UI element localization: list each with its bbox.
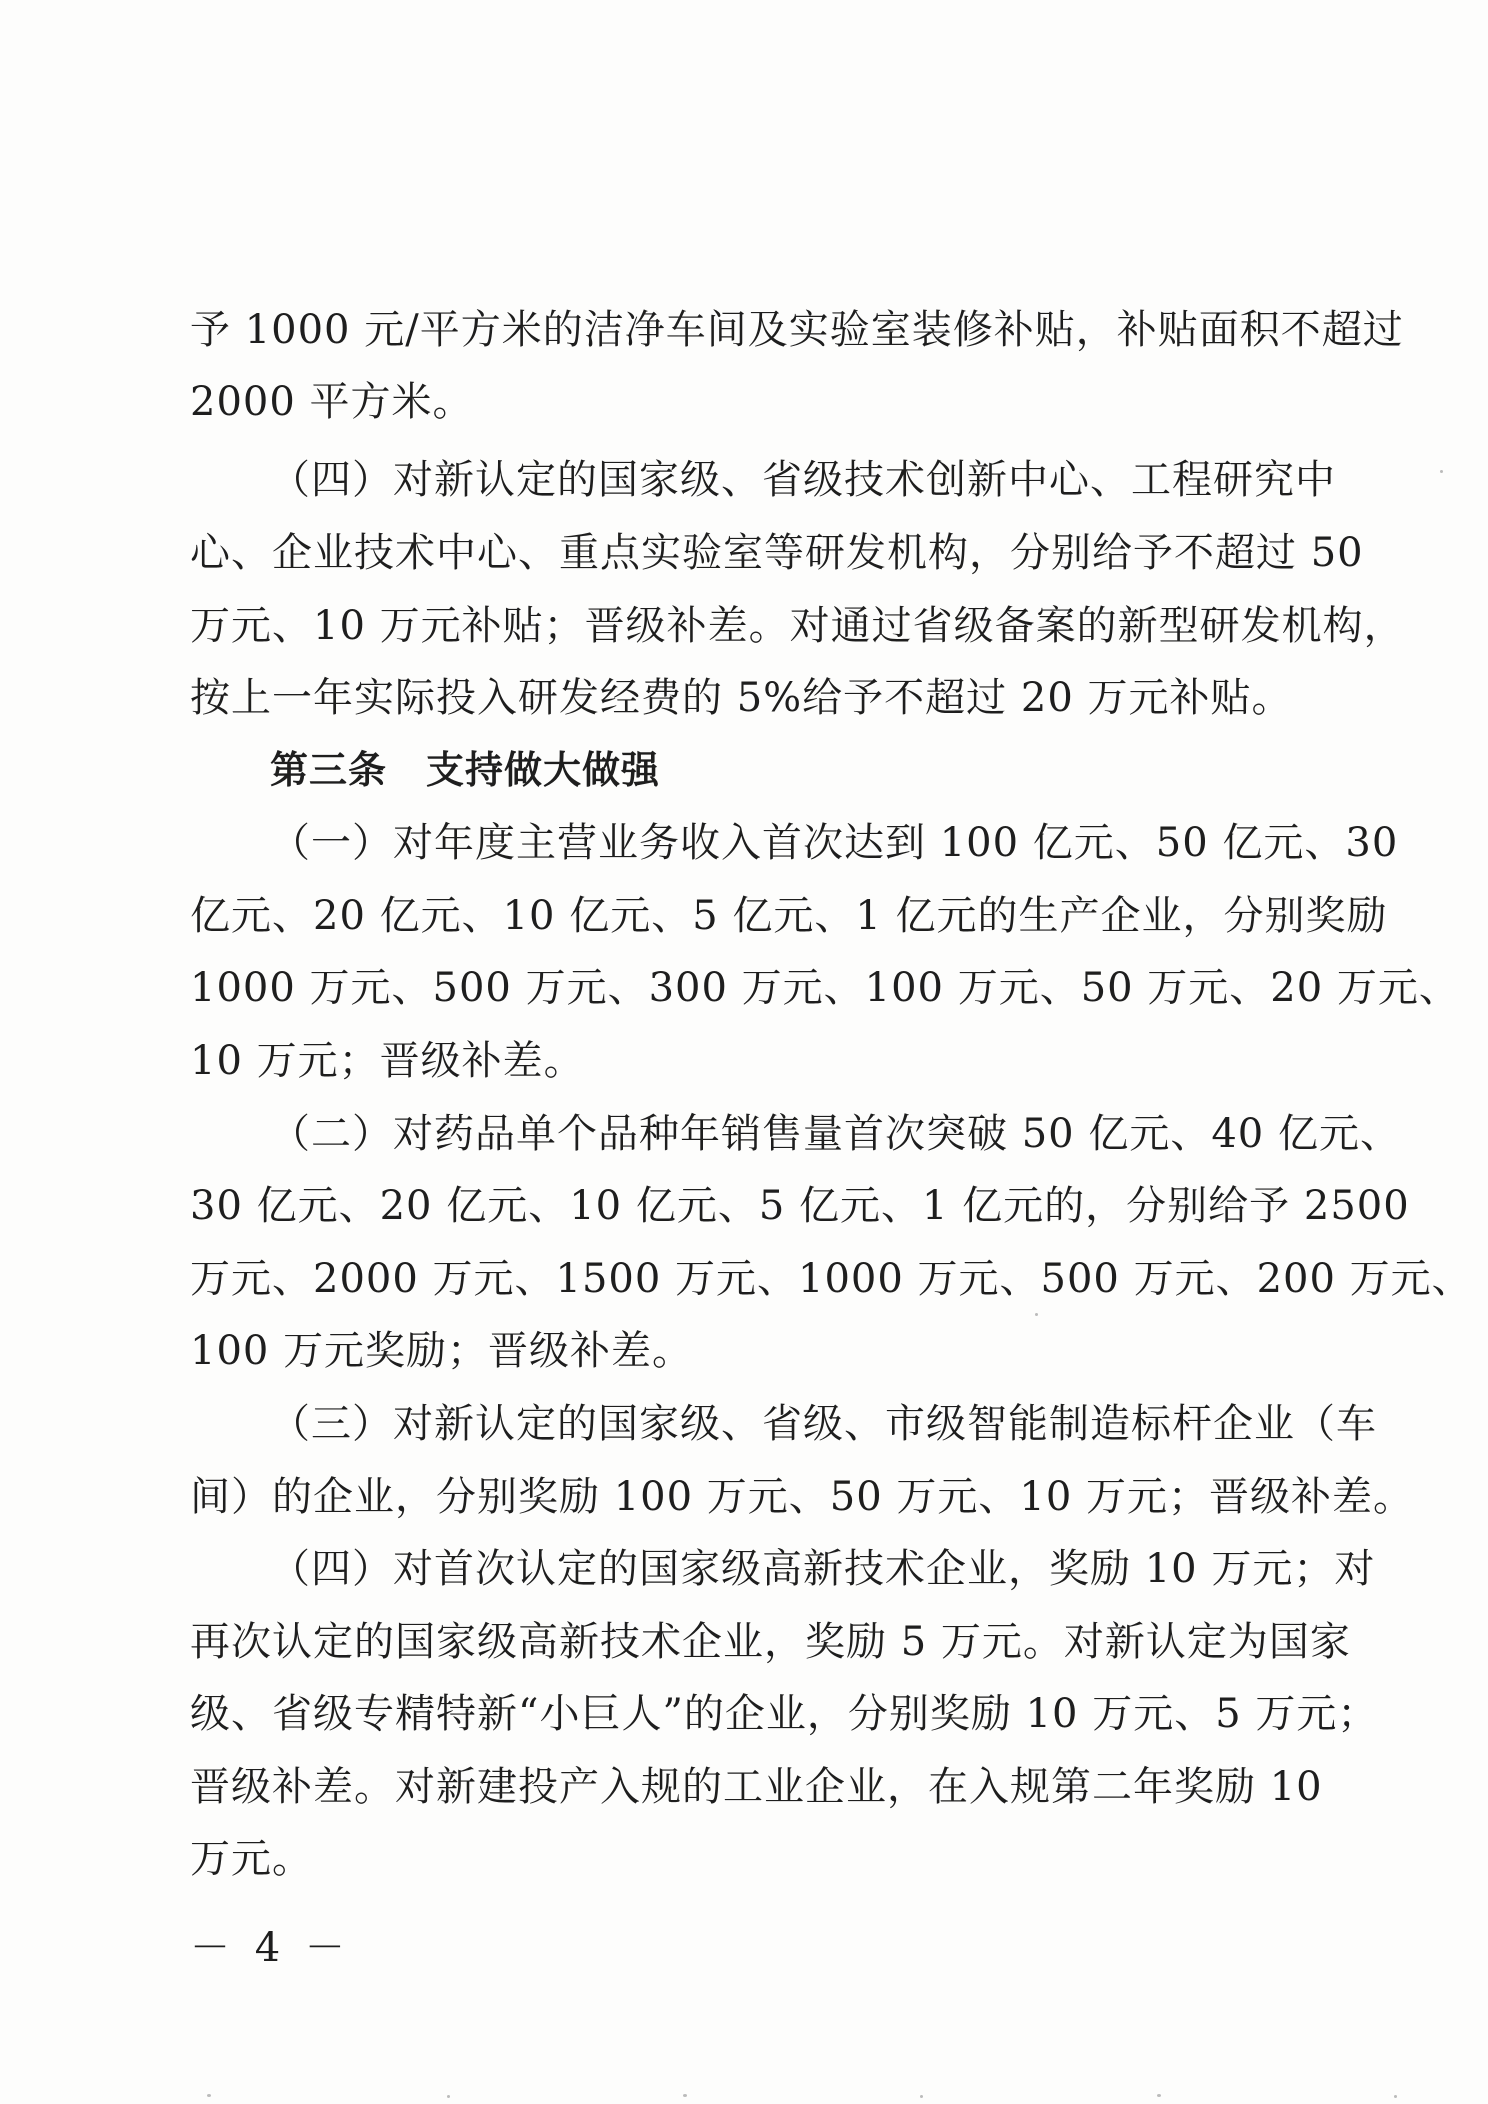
text-line: 级、省级专精特新“小巨人”的企业，分别奖励 10 万元、5 万元；	[190, 1691, 1379, 1737]
text-line: 亿元、20 亿元、10 亿元、5 亿元、1 亿元的生产企业，分别奖励	[190, 893, 1388, 939]
text-line: 万元、2000 万元、1500 万元、1000 万元、500 万元、200 万元、	[190, 1256, 1473, 1302]
text-line: 按上一年实际投入研发经费的 5%给予不超过 20 万元补贴。	[190, 675, 1293, 721]
scan-speck	[1035, 1313, 1038, 1316]
text-line: 100 万元奖励；晋级补差。	[190, 1328, 694, 1374]
paragraph-start-line: （三）对新认定的国家级、省级、市级智能制造标杆企业（车	[270, 1401, 1377, 1447]
paragraph-start-line: （一）对年度主营业务收入首次达到 100 亿元、50 亿元、30	[270, 820, 1399, 866]
scan-speck	[920, 2095, 923, 2098]
text-line: 予 1000 元/平方米的洁净车间及实验室装修补贴，补贴面积不超过	[190, 307, 1404, 353]
scan-speck	[1394, 2095, 1397, 2098]
text-line: 10 万元；晋级补差。	[190, 1038, 585, 1084]
paragraph-start-line: （四）对新认定的国家级、省级技术创新中心、工程研究中	[270, 457, 1336, 503]
text-line: 间）的企业，分别奖励 100 万元、50 万元、10 万元；晋级补差。	[190, 1474, 1415, 1520]
text-line: 2000 平方米。	[190, 379, 474, 425]
paragraph-start-line: （二）对药品单个品种年销售量首次突破 50 亿元、40 亿元、	[270, 1111, 1401, 1157]
section-heading: 第三条 支持做大做强	[270, 748, 661, 792]
scan-speck	[683, 2094, 687, 2097]
text-line: 1000 万元、500 万元、300 万元、100 万元、50 万元、20 万元、	[190, 965, 1460, 1011]
text-line: 30 亿元、20 亿元、10 亿元、5 亿元、1 亿元的，分别给予 2500	[190, 1183, 1410, 1229]
paragraph-start-line: （四）对首次认定的国家级高新技术企业，奖励 10 万元；对	[270, 1546, 1376, 1592]
scan-speck	[447, 2095, 450, 2098]
text-line: 再次认定的国家级高新技术企业，奖励 5 万元。对新认定为国家	[190, 1619, 1351, 1665]
scan-speck	[207, 2094, 211, 2097]
text-line: 心、企业技术中心、重点实验室等研发机构，分别给予不超过 50	[190, 530, 1364, 576]
text-line: 万元。	[190, 1836, 313, 1882]
page-number: － 4 －	[190, 1925, 351, 1971]
text-line: 万元、10 万元补贴；晋级补差。对通过省级备案的新型研发机构，	[190, 603, 1405, 649]
scan-speck	[1440, 470, 1443, 473]
text-line: 晋级补差。对新建投产入规的工业企业，在入规第二年奖励 10	[190, 1764, 1323, 1810]
scan-speck	[1157, 2094, 1161, 2097]
